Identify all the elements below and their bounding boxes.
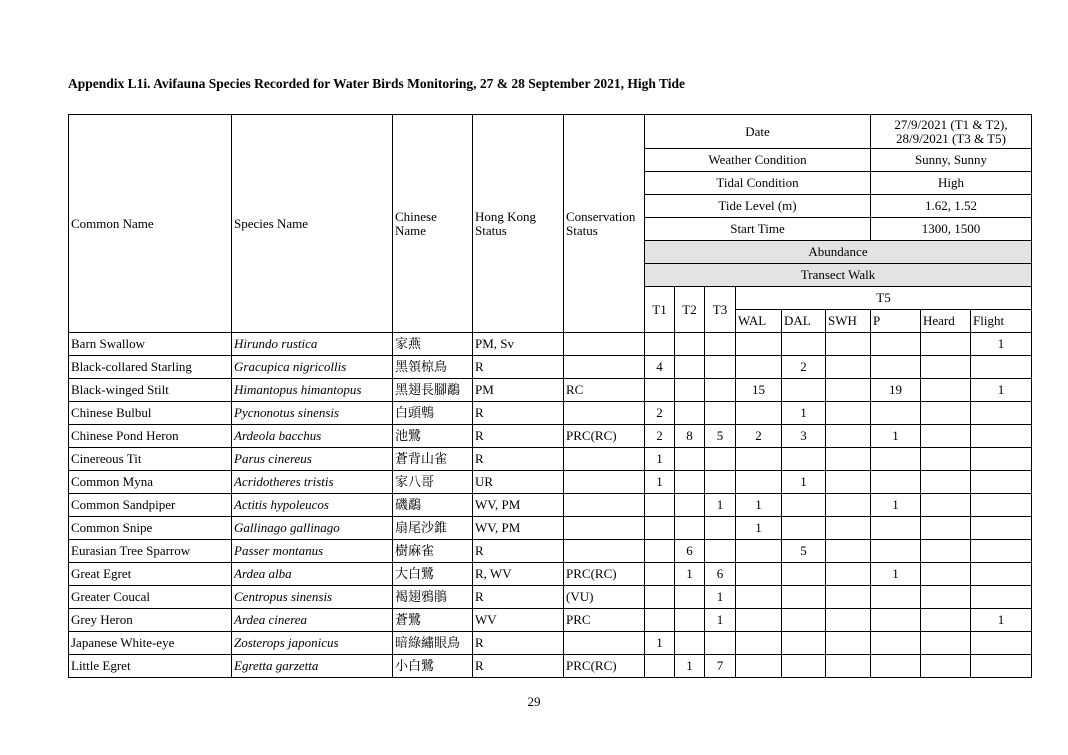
swh-count-cell xyxy=(826,494,871,517)
page-number: 29 xyxy=(527,694,541,709)
header-tide-level-label: Tide Level (m) xyxy=(645,195,871,218)
header-t1: T1 xyxy=(645,287,675,333)
header-transect-walk: Transect Walk xyxy=(645,264,1032,287)
flight-count-cell xyxy=(971,356,1032,379)
header-conservation-status: Conservation Status xyxy=(564,115,645,333)
table-row xyxy=(69,517,1032,540)
dal-count-cell xyxy=(782,655,826,678)
flight-count-cell xyxy=(971,563,1032,586)
common-name-cell: Eurasian Tree Sparrow xyxy=(69,540,232,563)
chinese-name-cell: 黑翅長腳鷸 xyxy=(393,379,473,402)
chinese-name-cell: 蒼背山雀 xyxy=(393,448,473,471)
p-count-cell xyxy=(871,609,921,632)
common-name-cell: Little Egret xyxy=(69,655,232,678)
flight-count-cell xyxy=(971,448,1032,471)
wal-count-cell xyxy=(736,586,782,609)
t1-count-cell xyxy=(645,379,675,402)
species-name-cell: Himantopus himantopus xyxy=(232,379,393,402)
common-name-cell: Chinese Pond Heron xyxy=(69,425,232,448)
chinese-name-cell: 樹麻雀 xyxy=(393,540,473,563)
t3-count-cell xyxy=(705,448,736,471)
flight-count-cell xyxy=(971,425,1032,448)
header-weather-label: Weather Condition xyxy=(645,149,871,172)
p-count-cell: 1 xyxy=(871,425,921,448)
heard-count-cell xyxy=(921,471,971,494)
wal-count-cell xyxy=(736,471,782,494)
common-name-cell: Black-collared Starling xyxy=(69,356,232,379)
p-count-cell xyxy=(871,471,921,494)
chinese-name-cell: 蒼鷺 xyxy=(393,609,473,632)
t2-count-cell xyxy=(675,609,705,632)
heard-count-cell xyxy=(921,655,971,678)
hk-status-cell: R xyxy=(473,655,564,678)
t1-count-cell: 4 xyxy=(645,356,675,379)
common-name-cell: Black-winged Stilt xyxy=(69,379,232,402)
species-name-cell: Hirundo rustica xyxy=(232,333,393,356)
t2-count-cell: 8 xyxy=(675,425,705,448)
species-name-cell: Acridotheres tristis xyxy=(232,471,393,494)
chinese-name-cell: 磯鷸 xyxy=(393,494,473,517)
p-count-cell xyxy=(871,333,921,356)
header-p: P xyxy=(871,310,921,333)
common-name-cell: Barn Swallow xyxy=(69,333,232,356)
heard-count-cell xyxy=(921,425,971,448)
header-hk-status: Hong Kong Status xyxy=(473,115,564,333)
swh-count-cell xyxy=(826,333,871,356)
t2-count-cell xyxy=(675,402,705,425)
table-row xyxy=(69,540,1032,563)
table-row xyxy=(69,609,1032,632)
flight-count-cell xyxy=(971,655,1032,678)
flight-count-cell xyxy=(971,632,1032,655)
header-start-time-label: Start Time xyxy=(645,218,871,241)
flight-count-cell xyxy=(971,540,1032,563)
header-chinese-name: Chinese Name xyxy=(393,115,473,333)
species-name-cell: Gracupica nigricollis xyxy=(232,356,393,379)
heard-count-cell xyxy=(921,379,971,402)
wal-count-cell xyxy=(736,402,782,425)
swh-count-cell xyxy=(826,356,871,379)
swh-count-cell xyxy=(826,402,871,425)
chinese-name-cell: 黑領椋鳥 xyxy=(393,356,473,379)
t2-count-cell: 1 xyxy=(675,655,705,678)
header-t3: T3 xyxy=(705,287,736,333)
hk-status-cell: R xyxy=(473,356,564,379)
heard-count-cell xyxy=(921,333,971,356)
flight-count-cell xyxy=(971,402,1032,425)
table-row xyxy=(69,563,1032,586)
species-name-cell: Zosterops japonicus xyxy=(232,632,393,655)
common-name-cell: Common Myna xyxy=(69,471,232,494)
t1-count-cell xyxy=(645,609,675,632)
hk-status-cell: UR xyxy=(473,471,564,494)
flight-count-cell xyxy=(971,471,1032,494)
heard-count-cell xyxy=(921,609,971,632)
t2-count-cell xyxy=(675,379,705,402)
wal-count-cell xyxy=(736,540,782,563)
heard-count-cell xyxy=(921,540,971,563)
common-name-cell: Japanese White-eye xyxy=(69,632,232,655)
table-row xyxy=(69,586,1032,609)
t3-count-cell xyxy=(705,517,736,540)
p-count-cell: 1 xyxy=(871,563,921,586)
wal-count-cell: 1 xyxy=(736,494,782,517)
t1-count-cell xyxy=(645,655,675,678)
conservation-status-cell: RC xyxy=(564,379,645,402)
t3-count-cell xyxy=(705,356,736,379)
hk-status-cell: WV, PM xyxy=(473,494,564,517)
t2-count-cell: 6 xyxy=(675,540,705,563)
conservation-status-cell xyxy=(564,356,645,379)
wal-count-cell xyxy=(736,356,782,379)
dal-count-cell xyxy=(782,586,826,609)
conservation-status-cell xyxy=(564,448,645,471)
hk-status-cell: R xyxy=(473,586,564,609)
wal-count-cell xyxy=(736,563,782,586)
chinese-name-cell: 褐翅鴉鵑 xyxy=(393,586,473,609)
header-t5: T5 xyxy=(736,287,1032,310)
hk-status-cell: WV xyxy=(473,609,564,632)
swh-count-cell xyxy=(826,563,871,586)
species-table xyxy=(68,114,1032,678)
t3-count-cell: 1 xyxy=(705,494,736,517)
heard-count-cell xyxy=(921,586,971,609)
header-species-name: Species Name xyxy=(232,115,393,333)
heard-count-cell xyxy=(921,448,971,471)
dal-count-cell xyxy=(782,333,826,356)
hk-status-cell: WV, PM xyxy=(473,517,564,540)
dal-count-cell: 1 xyxy=(782,471,826,494)
swh-count-cell xyxy=(826,379,871,402)
chinese-name-cell: 小白鷺 xyxy=(393,655,473,678)
p-count-cell xyxy=(871,356,921,379)
p-count-cell xyxy=(871,402,921,425)
dal-count-cell xyxy=(782,448,826,471)
p-count-cell xyxy=(871,655,921,678)
swh-count-cell xyxy=(826,540,871,563)
t1-count-cell xyxy=(645,517,675,540)
t2-count-cell xyxy=(675,356,705,379)
wal-count-cell: 2 xyxy=(736,425,782,448)
t1-count-cell: 2 xyxy=(645,402,675,425)
conservation-status-cell xyxy=(564,540,645,563)
species-name-cell: Pycnonotus sinensis xyxy=(232,402,393,425)
flight-count-cell: 1 xyxy=(971,379,1032,402)
table-row xyxy=(69,655,1032,678)
p-count-cell: 1 xyxy=(871,494,921,517)
t3-count-cell xyxy=(705,540,736,563)
table-row xyxy=(69,494,1032,517)
heard-count-cell xyxy=(921,494,971,517)
header-dal: DAL xyxy=(782,310,826,333)
hk-status-cell: PM xyxy=(473,379,564,402)
common-name-cell: Chinese Bulbul xyxy=(69,402,232,425)
conservation-status-cell xyxy=(564,517,645,540)
hk-status-cell: R xyxy=(473,632,564,655)
heard-count-cell xyxy=(921,402,971,425)
wal-count-cell xyxy=(736,609,782,632)
common-name-cell: Common Sandpiper xyxy=(69,494,232,517)
t3-count-cell: 5 xyxy=(705,425,736,448)
dal-count-cell: 5 xyxy=(782,540,826,563)
common-name-cell: Common Snipe xyxy=(69,517,232,540)
swh-count-cell xyxy=(826,448,871,471)
t2-count-cell xyxy=(675,333,705,356)
t2-count-cell xyxy=(675,586,705,609)
t1-count-cell: 1 xyxy=(645,471,675,494)
wal-count-cell xyxy=(736,448,782,471)
species-name-cell: Passer montanus xyxy=(232,540,393,563)
swh-count-cell xyxy=(826,586,871,609)
wal-count-cell: 15 xyxy=(736,379,782,402)
hk-status-cell: PM, Sv xyxy=(473,333,564,356)
chinese-name-cell: 家燕 xyxy=(393,333,473,356)
p-count-cell xyxy=(871,540,921,563)
flight-count-cell xyxy=(971,517,1032,540)
t3-count-cell: 1 xyxy=(705,609,736,632)
swh-count-cell xyxy=(826,609,871,632)
hk-status-cell: R xyxy=(473,425,564,448)
header-wal: WAL xyxy=(736,310,782,333)
conservation-status-cell: PRC(RC) xyxy=(564,655,645,678)
t1-count-cell: 1 xyxy=(645,448,675,471)
dal-count-cell xyxy=(782,632,826,655)
header-date-label: Date xyxy=(645,115,871,149)
conservation-status-cell: PRC(RC) xyxy=(564,425,645,448)
heard-count-cell xyxy=(921,517,971,540)
t3-count-cell: 7 xyxy=(705,655,736,678)
dal-count-cell xyxy=(782,517,826,540)
conservation-status-cell: (VU) xyxy=(564,586,645,609)
table-row xyxy=(69,448,1032,471)
conservation-status-cell xyxy=(564,632,645,655)
heard-count-cell xyxy=(921,563,971,586)
header-date-value: 27/9/2021 (T1 & T2), 28/9/2021 (T3 & T5) xyxy=(871,115,1032,149)
common-name-cell: Cinereous Tit xyxy=(69,448,232,471)
swh-count-cell xyxy=(826,655,871,678)
hk-status-cell: R xyxy=(473,448,564,471)
t3-count-cell: 6 xyxy=(705,563,736,586)
appendix-title: Appendix L1i. Avifauna Species Recorded for Water Birds Monitoring, 27 & 28 September 2021, High Tide xyxy=(68,76,686,91)
common-name-cell: Great Egret xyxy=(69,563,232,586)
t2-count-cell xyxy=(675,494,705,517)
header-abundance: Abundance xyxy=(645,241,1032,264)
swh-count-cell xyxy=(826,632,871,655)
wal-count-cell: 1 xyxy=(736,517,782,540)
t3-count-cell xyxy=(705,333,736,356)
flight-count-cell: 1 xyxy=(971,609,1032,632)
species-name-cell: Actitis hypoleucos xyxy=(232,494,393,517)
table-row xyxy=(69,379,1032,402)
table-row xyxy=(69,402,1032,425)
p-count-cell: 19 xyxy=(871,379,921,402)
t1-count-cell xyxy=(645,540,675,563)
t1-count-cell xyxy=(645,333,675,356)
conservation-status-cell xyxy=(564,402,645,425)
p-count-cell xyxy=(871,632,921,655)
table-row xyxy=(69,356,1032,379)
chinese-name-cell: 暗綠繡眼鳥 xyxy=(393,632,473,655)
header-weather-value: Sunny, Sunny xyxy=(871,149,1032,172)
dal-count-cell: 3 xyxy=(782,425,826,448)
heard-count-cell xyxy=(921,632,971,655)
swh-count-cell xyxy=(826,517,871,540)
header-t2: T2 xyxy=(675,287,705,333)
table-row xyxy=(69,632,1032,655)
t3-count-cell xyxy=(705,632,736,655)
t1-count-cell xyxy=(645,494,675,517)
chinese-name-cell: 扇尾沙錐 xyxy=(393,517,473,540)
hk-status-cell: R, WV xyxy=(473,563,564,586)
header-tide-level-value: 1.62, 1.52 xyxy=(871,195,1032,218)
dal-count-cell: 1 xyxy=(782,402,826,425)
chinese-name-cell: 池鷺 xyxy=(393,425,473,448)
t3-count-cell: 1 xyxy=(705,586,736,609)
dal-count-cell: 2 xyxy=(782,356,826,379)
table-row xyxy=(69,333,1032,356)
t2-count-cell: 1 xyxy=(675,563,705,586)
t1-count-cell xyxy=(645,586,675,609)
swh-count-cell xyxy=(826,471,871,494)
conservation-status-cell xyxy=(564,333,645,356)
conservation-status-cell xyxy=(564,494,645,517)
t2-count-cell xyxy=(675,471,705,494)
dal-count-cell xyxy=(782,609,826,632)
header-start-time-value: 1300, 1500 xyxy=(871,218,1032,241)
species-name-cell: Gallinago gallinago xyxy=(232,517,393,540)
p-count-cell xyxy=(871,586,921,609)
swh-count-cell xyxy=(826,425,871,448)
chinese-name-cell: 白頭鵯 xyxy=(393,402,473,425)
table-row xyxy=(69,425,1032,448)
dal-count-cell xyxy=(782,379,826,402)
t1-count-cell xyxy=(645,563,675,586)
chinese-name-cell: 家八哥 xyxy=(393,471,473,494)
wal-count-cell xyxy=(736,655,782,678)
species-name-cell: Ardeola bacchus xyxy=(232,425,393,448)
t3-count-cell xyxy=(705,471,736,494)
header-heard: Heard xyxy=(921,310,971,333)
species-name-cell: Parus cinereus xyxy=(232,448,393,471)
species-name-cell: Ardea alba xyxy=(232,563,393,586)
chinese-name-cell: 大白鷺 xyxy=(393,563,473,586)
common-name-cell: Grey Heron xyxy=(69,609,232,632)
p-count-cell xyxy=(871,517,921,540)
p-count-cell xyxy=(871,448,921,471)
t3-count-cell xyxy=(705,402,736,425)
table-row xyxy=(69,471,1032,494)
wal-count-cell xyxy=(736,333,782,356)
dal-count-cell xyxy=(782,494,826,517)
t2-count-cell xyxy=(675,448,705,471)
wal-count-cell xyxy=(736,632,782,655)
header-swh: SWH xyxy=(826,310,871,333)
heard-count-cell xyxy=(921,356,971,379)
species-name-cell: Ardea cinerea xyxy=(232,609,393,632)
flight-count-cell xyxy=(971,586,1032,609)
t1-count-cell: 1 xyxy=(645,632,675,655)
t1-count-cell: 2 xyxy=(645,425,675,448)
hk-status-cell: R xyxy=(473,540,564,563)
conservation-status-cell: PRC xyxy=(564,609,645,632)
conservation-status-cell: PRC(RC) xyxy=(564,563,645,586)
header-common-name: Common Name xyxy=(69,115,232,333)
header-tidal-value: High xyxy=(871,172,1032,195)
flight-count-cell xyxy=(971,494,1032,517)
t3-count-cell xyxy=(705,379,736,402)
t2-count-cell xyxy=(675,632,705,655)
header-tidal-label: Tidal Condition xyxy=(645,172,871,195)
species-name-cell: Centropus sinensis xyxy=(232,586,393,609)
hk-status-cell: R xyxy=(473,402,564,425)
header-flight: Flight xyxy=(971,310,1032,333)
species-name-cell: Egretta garzetta xyxy=(232,655,393,678)
flight-count-cell: 1 xyxy=(971,333,1032,356)
dal-count-cell xyxy=(782,563,826,586)
t2-count-cell xyxy=(675,517,705,540)
common-name-cell: Greater Coucal xyxy=(69,586,232,609)
conservation-status-cell xyxy=(564,471,645,494)
